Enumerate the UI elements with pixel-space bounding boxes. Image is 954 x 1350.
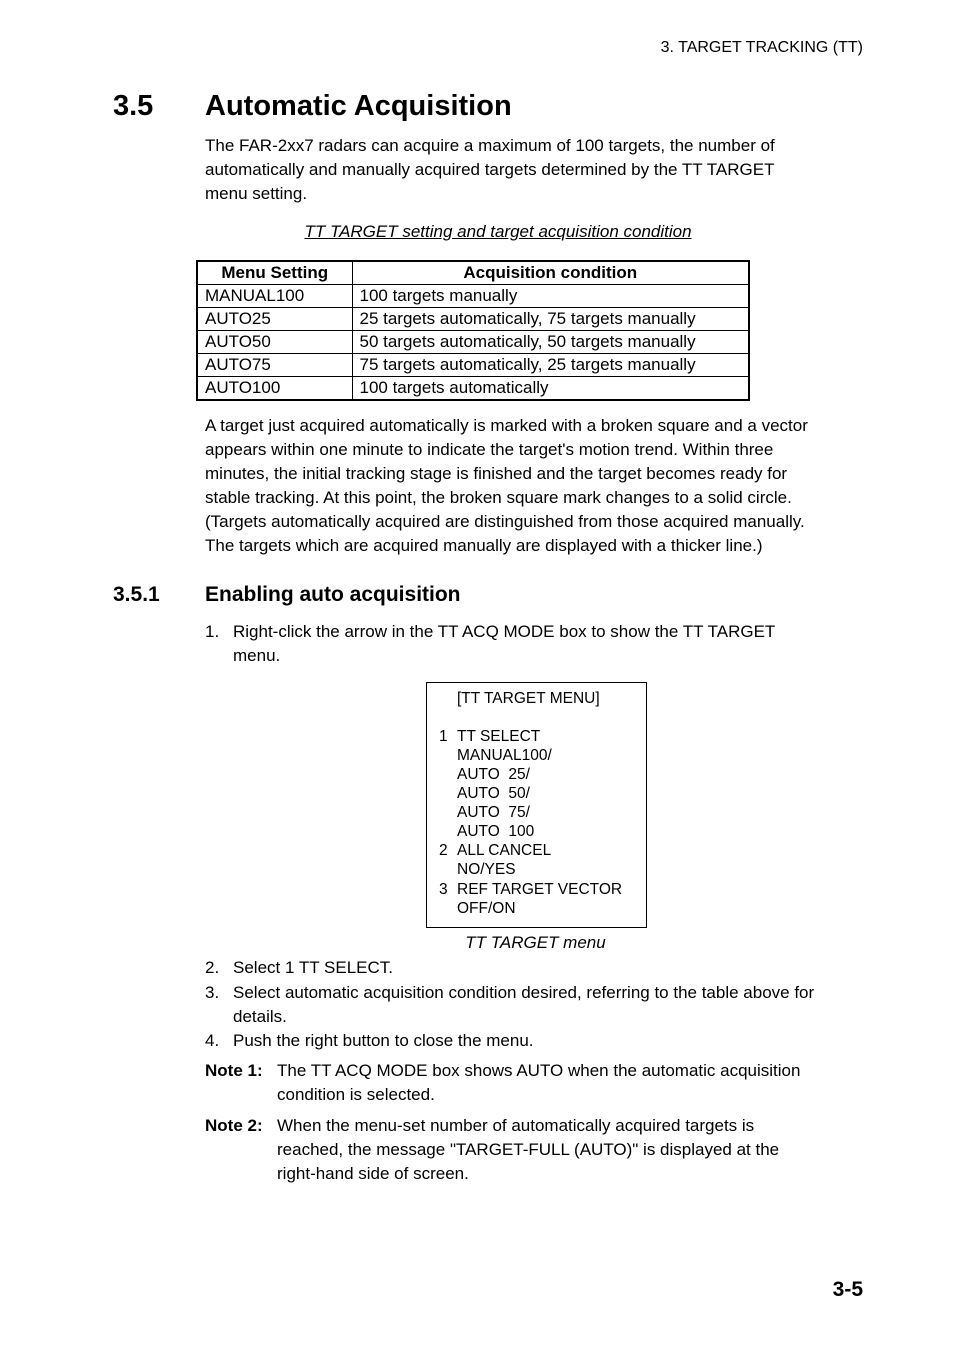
table-row	[197, 377, 749, 401]
table-cell: 25 targets automatically, 75 targets manually	[352, 308, 749, 331]
text-line: Right-click the arrow in the TT ACQ MODE box to show the TT TARGET	[233, 622, 776, 641]
menu-line: AUTO 75/	[457, 804, 530, 821]
step-number: 2.	[205, 958, 220, 977]
menu-line: 3 REF TARGET VECTOR	[439, 881, 623, 898]
text-line: The FAR-2xx7 radars can acquire a maximum of 100 targets, the number of	[205, 136, 775, 155]
column-header: Acquisition condition	[352, 261, 749, 285]
table-cell: 75 targets automatically, 25 targets manually	[352, 354, 749, 377]
step-item	[205, 981, 865, 1029]
step-number: 1.	[205, 622, 220, 641]
text-line: automatically and manually acquired targets determined by the TT TARGET	[205, 160, 775, 179]
menu-line: AUTO 50/	[457, 785, 530, 802]
text-line: A target just acquired automatically is marked with a broken square and a vector	[205, 416, 808, 435]
table-cell: 100 targets automatically	[352, 377, 749, 401]
text-line: stable tracking. At this point, the broken square mark changes to a solid circle.	[205, 488, 792, 507]
table-caption: TT TARGET setting and target acquisition condition	[304, 222, 692, 241]
menu-line: OFF/ON	[457, 900, 516, 917]
table-cell: AUTO50	[197, 331, 352, 354]
step-number: 3.	[205, 983, 220, 1002]
section-number: 3.5	[113, 90, 154, 122]
menu-line: 2 ALL CANCEL	[439, 842, 552, 859]
text-line: Push the right button to close the menu.	[233, 1031, 534, 1050]
text-line: details.	[233, 1007, 287, 1026]
body-paragraph	[205, 414, 865, 558]
menu-line: AUTO 25/	[457, 766, 530, 783]
text-line: (Targets automatically acquired are distinguished from those acquired manually.	[205, 512, 805, 531]
menu-line: NO/YES	[457, 861, 516, 878]
table-header-row	[197, 261, 749, 285]
table-row	[197, 354, 749, 377]
table-cell: AUTO25	[197, 308, 352, 331]
running-head: 3. TARGET TRACKING (TT)	[660, 39, 863, 56]
acquisition-table	[196, 260, 750, 401]
text-line: reached, the message "TARGET-FULL (AUTO)" is displayed at the	[277, 1140, 780, 1159]
table-row	[197, 331, 749, 354]
table-cell: AUTO100	[197, 377, 352, 401]
text-line: The TT ACQ MODE box shows AUTO when the automatic acquisition	[277, 1061, 801, 1080]
table-cell: AUTO75	[197, 354, 352, 377]
step-item	[205, 620, 865, 668]
tt-target-menu-box	[426, 682, 647, 928]
note-label: Note 2:	[205, 1116, 263, 1135]
subsection-title: Enabling auto acquisition	[205, 583, 461, 606]
table-cell: 100 targets manually	[352, 285, 749, 308]
text-line: appears within one minute to indicate the target's motion trend. Within three	[205, 440, 774, 459]
text-line: menu setting.	[205, 184, 308, 203]
menu-line: MANUAL100/	[457, 747, 552, 764]
step-number: 4.	[205, 1031, 220, 1050]
section-title: Automatic Acquisition	[205, 90, 512, 122]
text-line: right-hand side of screen.	[277, 1164, 469, 1183]
table-row	[197, 285, 749, 308]
step-item	[205, 956, 865, 980]
table-cell: 50 targets automatically, 50 targets manually	[352, 331, 749, 354]
text-line: Select 1 TT SELECT.	[233, 958, 393, 977]
menu-caption: TT TARGET menu	[465, 933, 606, 952]
menu-line: [TT TARGET MENU]	[457, 690, 600, 707]
note-label: Note 1:	[205, 1061, 263, 1080]
intro-paragraph	[205, 134, 865, 206]
table-row	[197, 308, 749, 331]
menu-line: AUTO 100	[457, 823, 535, 840]
table-cell: MANUAL100	[197, 285, 352, 308]
menu-line: 1 TT SELECT	[439, 728, 541, 745]
text-line: When the menu-set number of automatically acquired targets is	[277, 1116, 755, 1135]
text-line: condition is selected.	[277, 1085, 435, 1104]
text-line: Select automatic acquisition condition desired, referring to the table above for	[233, 983, 815, 1002]
note-2	[205, 1114, 865, 1186]
text-line: The targets which are acquired manually are displayed with a thicker line.)	[205, 536, 763, 555]
note-1	[205, 1059, 865, 1107]
text-line: minutes, the initial tracking stage is finished and the target becomes ready for	[205, 464, 788, 483]
subsection-number: 3.5.1	[113, 583, 160, 606]
step-item	[205, 1029, 865, 1053]
column-header: Menu Setting	[197, 261, 352, 285]
page-number: 3-5	[832, 1278, 863, 1301]
text-line: menu.	[233, 646, 281, 665]
